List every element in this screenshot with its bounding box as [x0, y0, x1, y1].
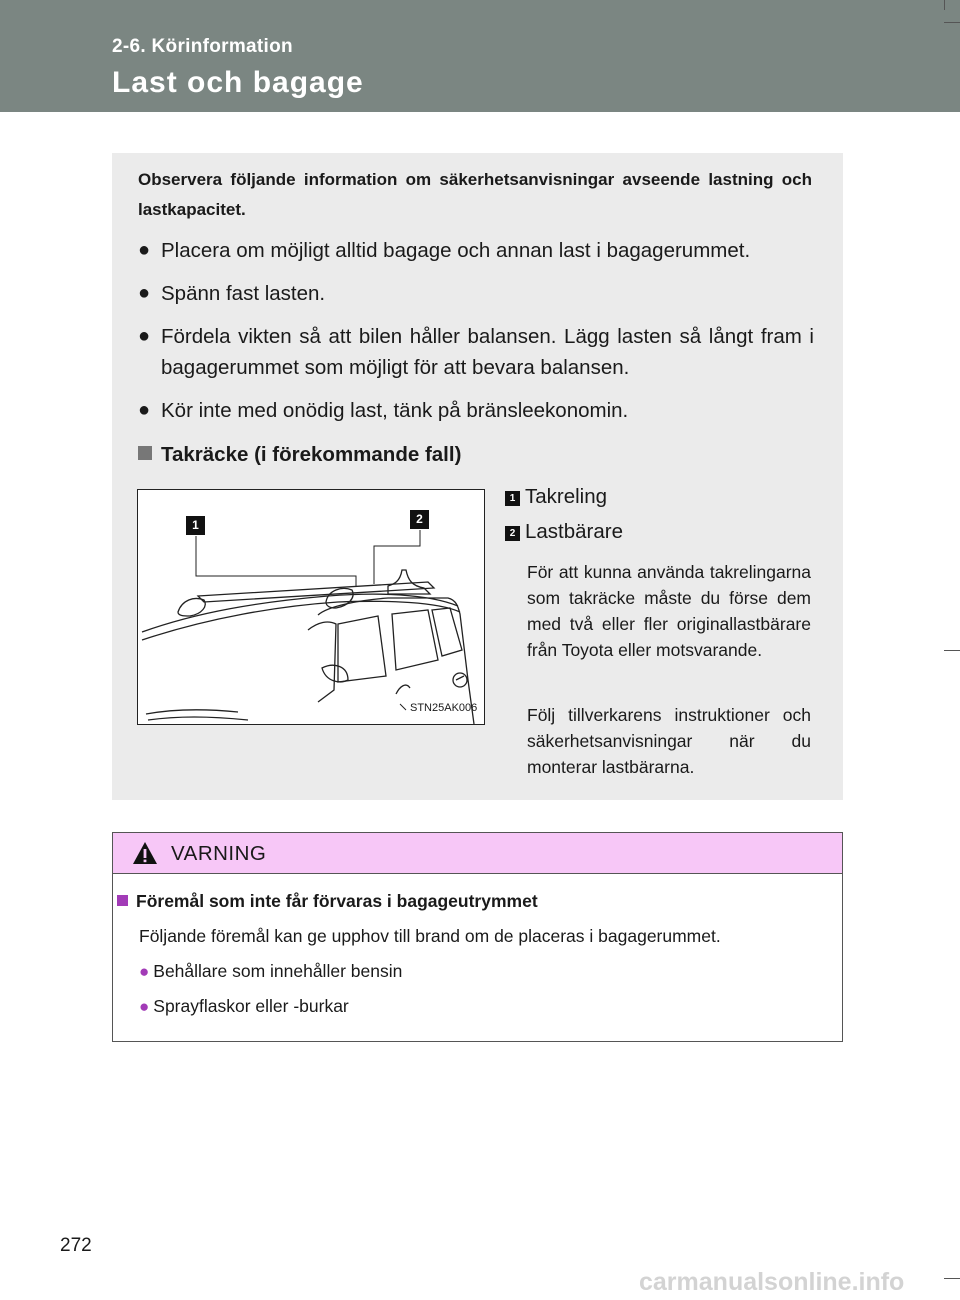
bullet-icon: ●: [138, 399, 151, 421]
bullet-text: Fördela vikten så att bilen håller balansen. Lägg lasten så långt fram i bagagerummet som möjligt för att bevara balansen.: [161, 325, 814, 379]
roof-rack-paragraph: Följ tillverkarens instruktioner och säkerhetsanvisningar när du monterar lastbärarna.: [527, 705, 811, 777]
legend-number: 1: [505, 491, 520, 506]
legend-label: Lastbärare: [525, 520, 624, 543]
legend-item: [505, 518, 817, 553]
page-title: Last och bagage: [112, 66, 364, 99]
legend-item: [505, 483, 817, 518]
legend-number: 2: [505, 526, 520, 541]
crop-mark: [944, 22, 960, 23]
watermark: carmanualsonline.info: [639, 1268, 905, 1296]
bullet-icon: ●: [139, 997, 150, 1016]
warning-subheading: Föremål som inte får förvaras i bagageutrymmet: [117, 891, 538, 912]
roof-rack-illustration: [137, 489, 485, 725]
page-header: [0, 0, 960, 112]
list-item: [138, 235, 814, 266]
bullet-icon: ●: [139, 962, 150, 981]
bullet-text: Kör inte med onödig last, tänk på bränsleekonomin.: [161, 399, 629, 422]
list-item: [138, 321, 814, 383]
callout-1: 1: [192, 518, 199, 532]
info-box: [112, 153, 843, 800]
callout-2: 2: [416, 512, 423, 526]
list-item: ● Behållare som innehåller bensin: [139, 961, 403, 981]
bullet-text: Spänn fast lasten.: [161, 282, 326, 305]
crop-mark: [944, 1278, 960, 1279]
section-label: 2-6. Körinformation: [112, 36, 293, 57]
list-item: ● Sprayflaskor eller -burkar: [139, 996, 349, 1016]
warning-triangle-icon: [132, 841, 158, 865]
bullet-list: [138, 235, 814, 438]
square-bullet-icon: [138, 446, 152, 460]
intro-text: Observera följande information om säkerhetsanvisningar avseende lastning och lastkapacitet.: [138, 170, 812, 219]
warning-header: [113, 833, 842, 874]
list-item: [138, 395, 814, 426]
warning-label: VARNING: [171, 842, 267, 865]
bullet-icon: ●: [138, 239, 151, 261]
list-item: [138, 278, 814, 309]
legend-label: Takreling: [525, 485, 608, 508]
bullet-text: Placera om möjligt alltid bagage och annan last i bagagerummet.: [161, 239, 751, 262]
figure-legend: [505, 483, 817, 553]
bullet-icon: ●: [138, 325, 151, 347]
crop-mark: [944, 650, 960, 651]
bullet-icon: ●: [138, 282, 151, 304]
roof-rack-paragraph: För att kunna använda takrelingarna som takräcke måste du förse dem med två eller fler originallastbärare från Toyota eller motsvarande.: [527, 562, 811, 660]
crop-mark: [944, 0, 945, 10]
roof-rack-heading: Takräcke (i förekommande fall): [138, 443, 461, 467]
figure-code: STN25AK006: [410, 702, 478, 714]
square-bullet-icon: [117, 895, 128, 906]
page-number: 272: [60, 1235, 92, 1256]
warning-box: [112, 832, 843, 1042]
warning-text: Följande föremål kan ge upphov till brand om de placeras i bagagerummet.: [139, 926, 721, 946]
